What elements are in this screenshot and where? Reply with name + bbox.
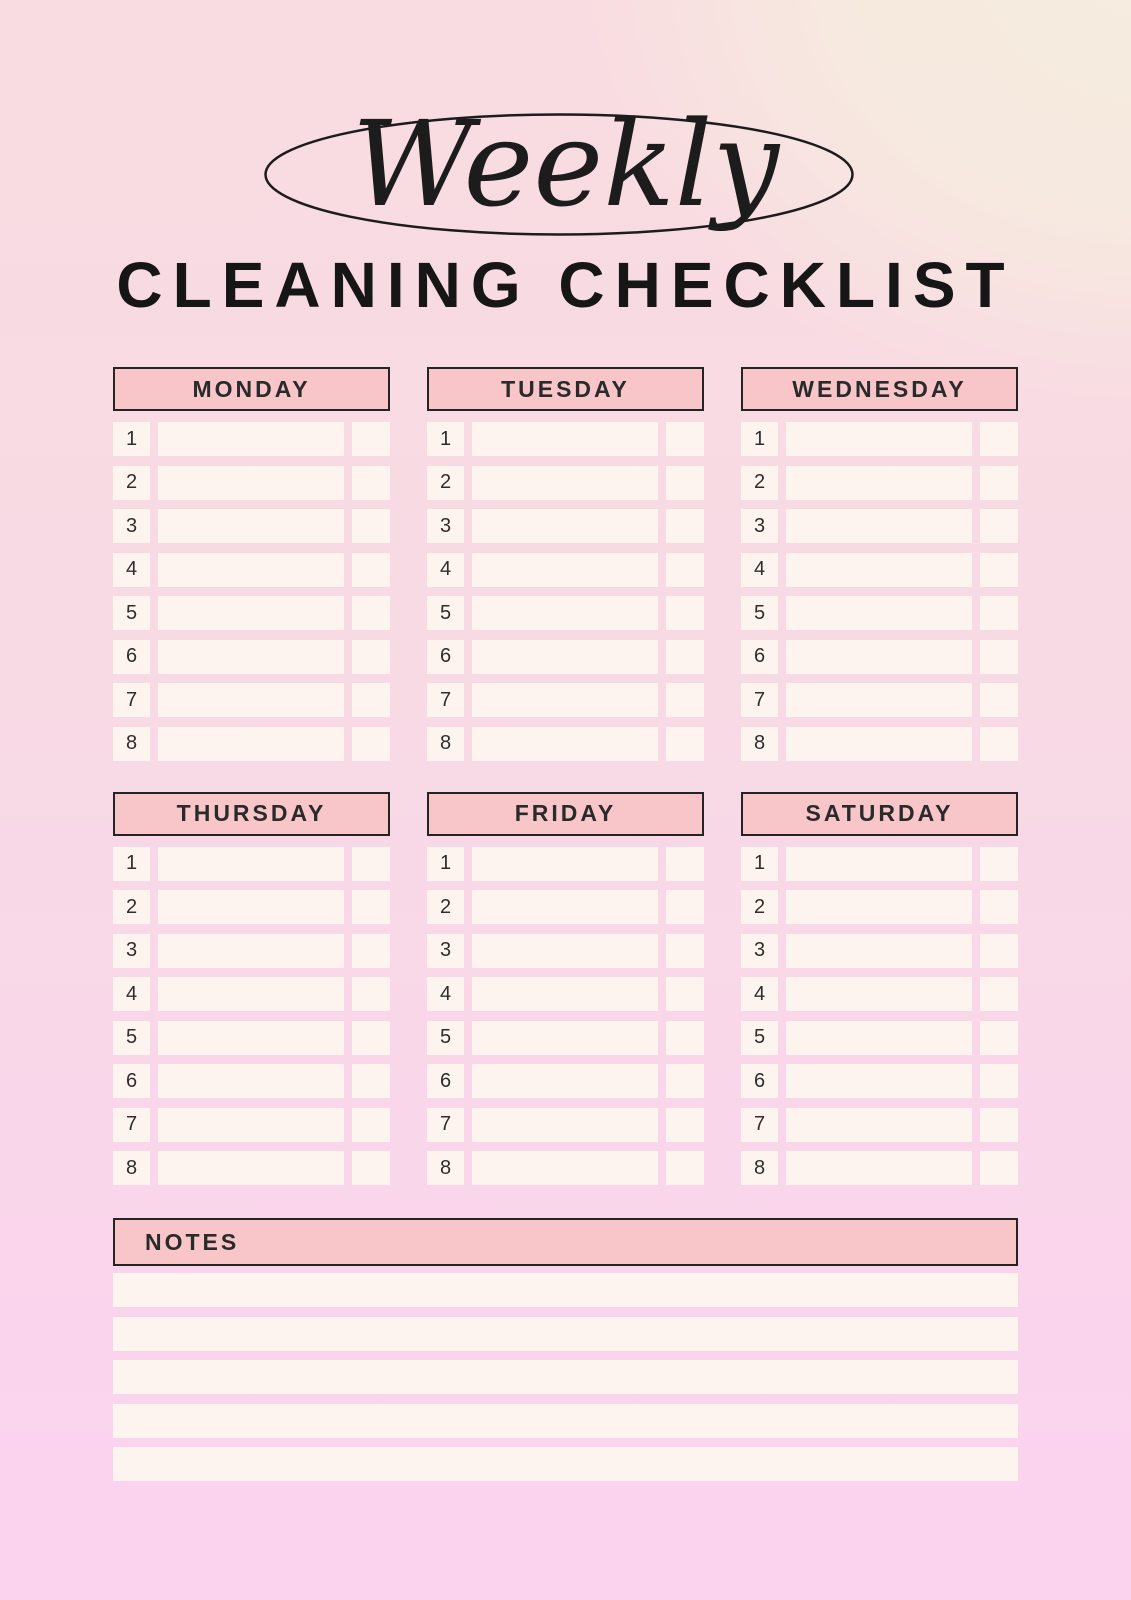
task-row (113, 1108, 390, 1142)
task-row (113, 1021, 390, 1055)
check-box[interactable] (352, 1064, 390, 1098)
notes-label: NOTES (145, 1228, 240, 1255)
row-number: 1 (427, 847, 464, 881)
check-box[interactable] (666, 509, 704, 543)
day-label: FRIDAY (514, 800, 617, 826)
task-field[interactable] (158, 977, 344, 1011)
check-box[interactable] (666, 596, 704, 630)
check-box[interactable] (666, 1021, 704, 1055)
task-field[interactable] (158, 727, 344, 761)
note-line[interactable] (113, 1447, 1018, 1481)
task-row (113, 934, 390, 968)
day-rows (427, 847, 704, 1186)
task-row (113, 422, 390, 456)
task-row (113, 977, 390, 1011)
check-box[interactable] (352, 847, 390, 881)
check-box[interactable] (980, 553, 1018, 587)
task-row (427, 1108, 704, 1142)
check-box[interactable] (980, 847, 1018, 881)
row-number: 7 (113, 1108, 150, 1142)
task-field[interactable] (786, 934, 972, 968)
row-number: 5 (113, 1021, 150, 1055)
task-row (741, 596, 1018, 630)
task-row (427, 890, 704, 924)
task-field[interactable] (472, 1151, 658, 1185)
row-number: 3 (741, 509, 778, 543)
task-field[interactable] (472, 1108, 658, 1142)
check-box[interactable] (666, 890, 704, 924)
task-field[interactable] (472, 977, 658, 1011)
check-box[interactable] (980, 422, 1018, 456)
task-row (427, 727, 704, 761)
task-row (427, 1021, 704, 1055)
task-row (741, 1021, 1018, 1055)
check-box[interactable] (980, 727, 1018, 761)
task-field[interactable] (786, 847, 972, 881)
notes-section (113, 1218, 1018, 1481)
check-box[interactable] (666, 847, 704, 881)
row-number: 2 (113, 466, 150, 500)
row-number: 4 (113, 977, 150, 1011)
task-field[interactable] (158, 1108, 344, 1142)
row-number: 6 (427, 640, 464, 674)
task-field[interactable] (786, 890, 972, 924)
check-box[interactable] (352, 596, 390, 630)
day-panel-wednesday (741, 367, 1018, 761)
row-number: 5 (741, 1021, 778, 1055)
title-script: Weekly (351, 95, 780, 233)
task-row (741, 422, 1018, 456)
task-row (741, 683, 1018, 717)
task-field[interactable] (158, 683, 344, 717)
note-line[interactable] (113, 1404, 1018, 1438)
check-box[interactable] (980, 596, 1018, 630)
task-field[interactable] (158, 934, 344, 968)
task-row (427, 847, 704, 881)
task-field[interactable] (786, 553, 972, 587)
notes-header (113, 1218, 1018, 1266)
task-field[interactable] (786, 509, 972, 543)
day-label: THURSDAY (176, 800, 327, 826)
task-field[interactable] (786, 1064, 972, 1098)
task-row (741, 509, 1018, 543)
day-label: MONDAY (192, 375, 311, 402)
day-panel-friday (427, 792, 704, 1186)
check-box[interactable] (352, 640, 390, 674)
task-row (113, 466, 390, 500)
row-number: 2 (427, 466, 464, 500)
check-box[interactable] (352, 553, 390, 587)
row-number: 1 (741, 422, 778, 456)
check-box[interactable] (352, 1021, 390, 1055)
task-row (427, 553, 704, 587)
check-box[interactable] (352, 977, 390, 1011)
row-number: 3 (113, 934, 150, 968)
task-row (113, 1151, 390, 1185)
day-rows (741, 847, 1018, 1186)
row-number: 6 (741, 1064, 778, 1098)
day-label: WEDNESDAY (792, 375, 967, 402)
row-number: 7 (741, 683, 778, 717)
check-box[interactable] (666, 466, 704, 500)
task-row (113, 640, 390, 674)
check-box[interactable] (666, 1064, 704, 1098)
row-number: 4 (113, 553, 150, 587)
row-number: 7 (427, 683, 464, 717)
day-label: TUESDAY (501, 375, 630, 402)
row-number: 1 (741, 847, 778, 881)
task-row (427, 1064, 704, 1098)
task-field[interactable] (158, 890, 344, 924)
row-number: 2 (741, 890, 778, 924)
task-field[interactable] (472, 934, 658, 968)
task-field[interactable] (158, 1021, 344, 1055)
check-box[interactable] (980, 640, 1018, 674)
task-field[interactable] (158, 422, 344, 456)
task-field[interactable] (786, 422, 972, 456)
day-rows (427, 422, 704, 761)
day-rows (113, 422, 390, 761)
row-number: 2 (427, 890, 464, 924)
task-row (741, 847, 1018, 881)
row-number: 7 (427, 1108, 464, 1142)
task-field[interactable] (158, 640, 344, 674)
day-rows (113, 847, 390, 1186)
task-row (113, 727, 390, 761)
task-field[interactable] (472, 422, 658, 456)
day-panel-monday (113, 367, 390, 761)
row-number: 6 (741, 640, 778, 674)
day-header (741, 792, 1018, 836)
row-number: 3 (113, 509, 150, 543)
row-number: 4 (427, 553, 464, 587)
day-panel-thursday (113, 792, 390, 1186)
task-field[interactable] (472, 596, 658, 630)
check-box[interactable] (980, 977, 1018, 1011)
task-row (741, 466, 1018, 500)
task-row (741, 1108, 1018, 1142)
task-field[interactable] (472, 640, 658, 674)
note-line[interactable] (113, 1317, 1018, 1351)
task-field[interactable] (472, 727, 658, 761)
task-field[interactable] (472, 466, 658, 500)
task-row (113, 553, 390, 587)
row-number: 5 (427, 596, 464, 630)
task-field[interactable] (158, 466, 344, 500)
note-line[interactable] (113, 1273, 1018, 1307)
row-number: 8 (427, 1151, 464, 1185)
row-number: 3 (741, 934, 778, 968)
task-field[interactable] (158, 1064, 344, 1098)
task-field[interactable] (786, 977, 972, 1011)
row-number: 8 (427, 727, 464, 761)
check-box[interactable] (980, 934, 1018, 968)
check-box[interactable] (666, 727, 704, 761)
row-number: 6 (427, 1064, 464, 1098)
task-field[interactable] (472, 553, 658, 587)
check-box[interactable] (352, 509, 390, 543)
task-field[interactable] (158, 1151, 344, 1185)
task-row (741, 890, 1018, 924)
task-row (741, 977, 1018, 1011)
task-row (113, 596, 390, 630)
row-number: 8 (741, 727, 778, 761)
task-field[interactable] (158, 509, 344, 543)
day-rows (741, 422, 1018, 761)
task-row (427, 466, 704, 500)
check-box[interactable] (980, 466, 1018, 500)
check-box[interactable] (666, 553, 704, 587)
check-box[interactable] (352, 890, 390, 924)
check-box[interactable] (352, 422, 390, 456)
row-number: 5 (741, 596, 778, 630)
check-box[interactable] (980, 509, 1018, 543)
check-box[interactable] (980, 1108, 1018, 1142)
task-row (427, 1151, 704, 1185)
task-row (427, 640, 704, 674)
task-row (427, 683, 704, 717)
task-field[interactable] (786, 683, 972, 717)
row-number: 1 (113, 422, 150, 456)
task-row (741, 1064, 1018, 1098)
day-label: SATURDAY (805, 800, 954, 826)
check-box[interactable] (352, 1151, 390, 1185)
task-row (427, 977, 704, 1011)
check-box[interactable] (352, 727, 390, 761)
task-row (741, 553, 1018, 587)
task-row (113, 683, 390, 717)
task-field[interactable] (786, 1021, 972, 1055)
row-number: 5 (113, 596, 150, 630)
task-row (427, 422, 704, 456)
task-row (113, 1064, 390, 1098)
task-row (741, 640, 1018, 674)
check-box[interactable] (666, 1151, 704, 1185)
check-box[interactable] (980, 1064, 1018, 1098)
check-box[interactable] (352, 466, 390, 500)
day-header (741, 367, 1018, 411)
day-panel-saturday (741, 792, 1018, 1186)
row-number: 2 (741, 466, 778, 500)
task-field[interactable] (472, 509, 658, 543)
row-number: 7 (741, 1108, 778, 1142)
check-box[interactable] (352, 1108, 390, 1142)
task-row (113, 847, 390, 881)
task-row (113, 509, 390, 543)
row-number: 6 (113, 640, 150, 674)
task-row (741, 727, 1018, 761)
check-box[interactable] (666, 683, 704, 717)
row-number: 1 (427, 422, 464, 456)
check-box[interactable] (666, 1108, 704, 1142)
check-box[interactable] (980, 890, 1018, 924)
check-box[interactable] (352, 934, 390, 968)
check-box[interactable] (980, 1151, 1018, 1185)
task-field[interactable] (786, 596, 972, 630)
task-field[interactable] (786, 1108, 972, 1142)
row-number: 8 (113, 727, 150, 761)
check-box[interactable] (352, 683, 390, 717)
check-box[interactable] (666, 640, 704, 674)
task-field[interactable] (786, 1151, 972, 1185)
task-row (741, 1151, 1018, 1185)
day-header (113, 367, 390, 411)
task-field[interactable] (786, 640, 972, 674)
task-field[interactable] (158, 847, 344, 881)
task-row (427, 509, 704, 543)
day-header (113, 792, 390, 836)
row-number: 5 (427, 1021, 464, 1055)
row-number: 7 (113, 683, 150, 717)
task-field[interactable] (472, 890, 658, 924)
task-row (427, 596, 704, 630)
notes-lines (113, 1273, 1018, 1481)
row-number: 4 (741, 553, 778, 587)
task-field[interactable] (158, 596, 344, 630)
check-box[interactable] (666, 934, 704, 968)
task-row (113, 890, 390, 924)
task-field[interactable] (158, 553, 344, 587)
row-number: 6 (113, 1064, 150, 1098)
row-number: 8 (741, 1151, 778, 1185)
task-field[interactable] (472, 847, 658, 881)
row-number: 4 (427, 977, 464, 1011)
check-box[interactable] (666, 977, 704, 1011)
day-header (427, 792, 704, 836)
task-field[interactable] (472, 683, 658, 717)
task-row (427, 934, 704, 968)
page-title: CLEANING CHECKLIST (116, 249, 1015, 321)
task-field[interactable] (786, 727, 972, 761)
row-number: 1 (113, 847, 150, 881)
task-field[interactable] (472, 1064, 658, 1098)
row-number: 4 (741, 977, 778, 1011)
row-number: 8 (113, 1151, 150, 1185)
row-number: 3 (427, 509, 464, 543)
row-number: 2 (113, 890, 150, 924)
task-field[interactable] (472, 1021, 658, 1055)
task-field[interactable] (786, 466, 972, 500)
day-header (427, 367, 704, 411)
days-grid (113, 367, 1018, 1185)
row-number: 3 (427, 934, 464, 968)
note-line[interactable] (113, 1360, 1018, 1394)
day-panel-tuesday (427, 367, 704, 761)
check-box[interactable] (980, 1021, 1018, 1055)
task-row (741, 934, 1018, 968)
check-box[interactable] (980, 683, 1018, 717)
check-box[interactable] (666, 422, 704, 456)
